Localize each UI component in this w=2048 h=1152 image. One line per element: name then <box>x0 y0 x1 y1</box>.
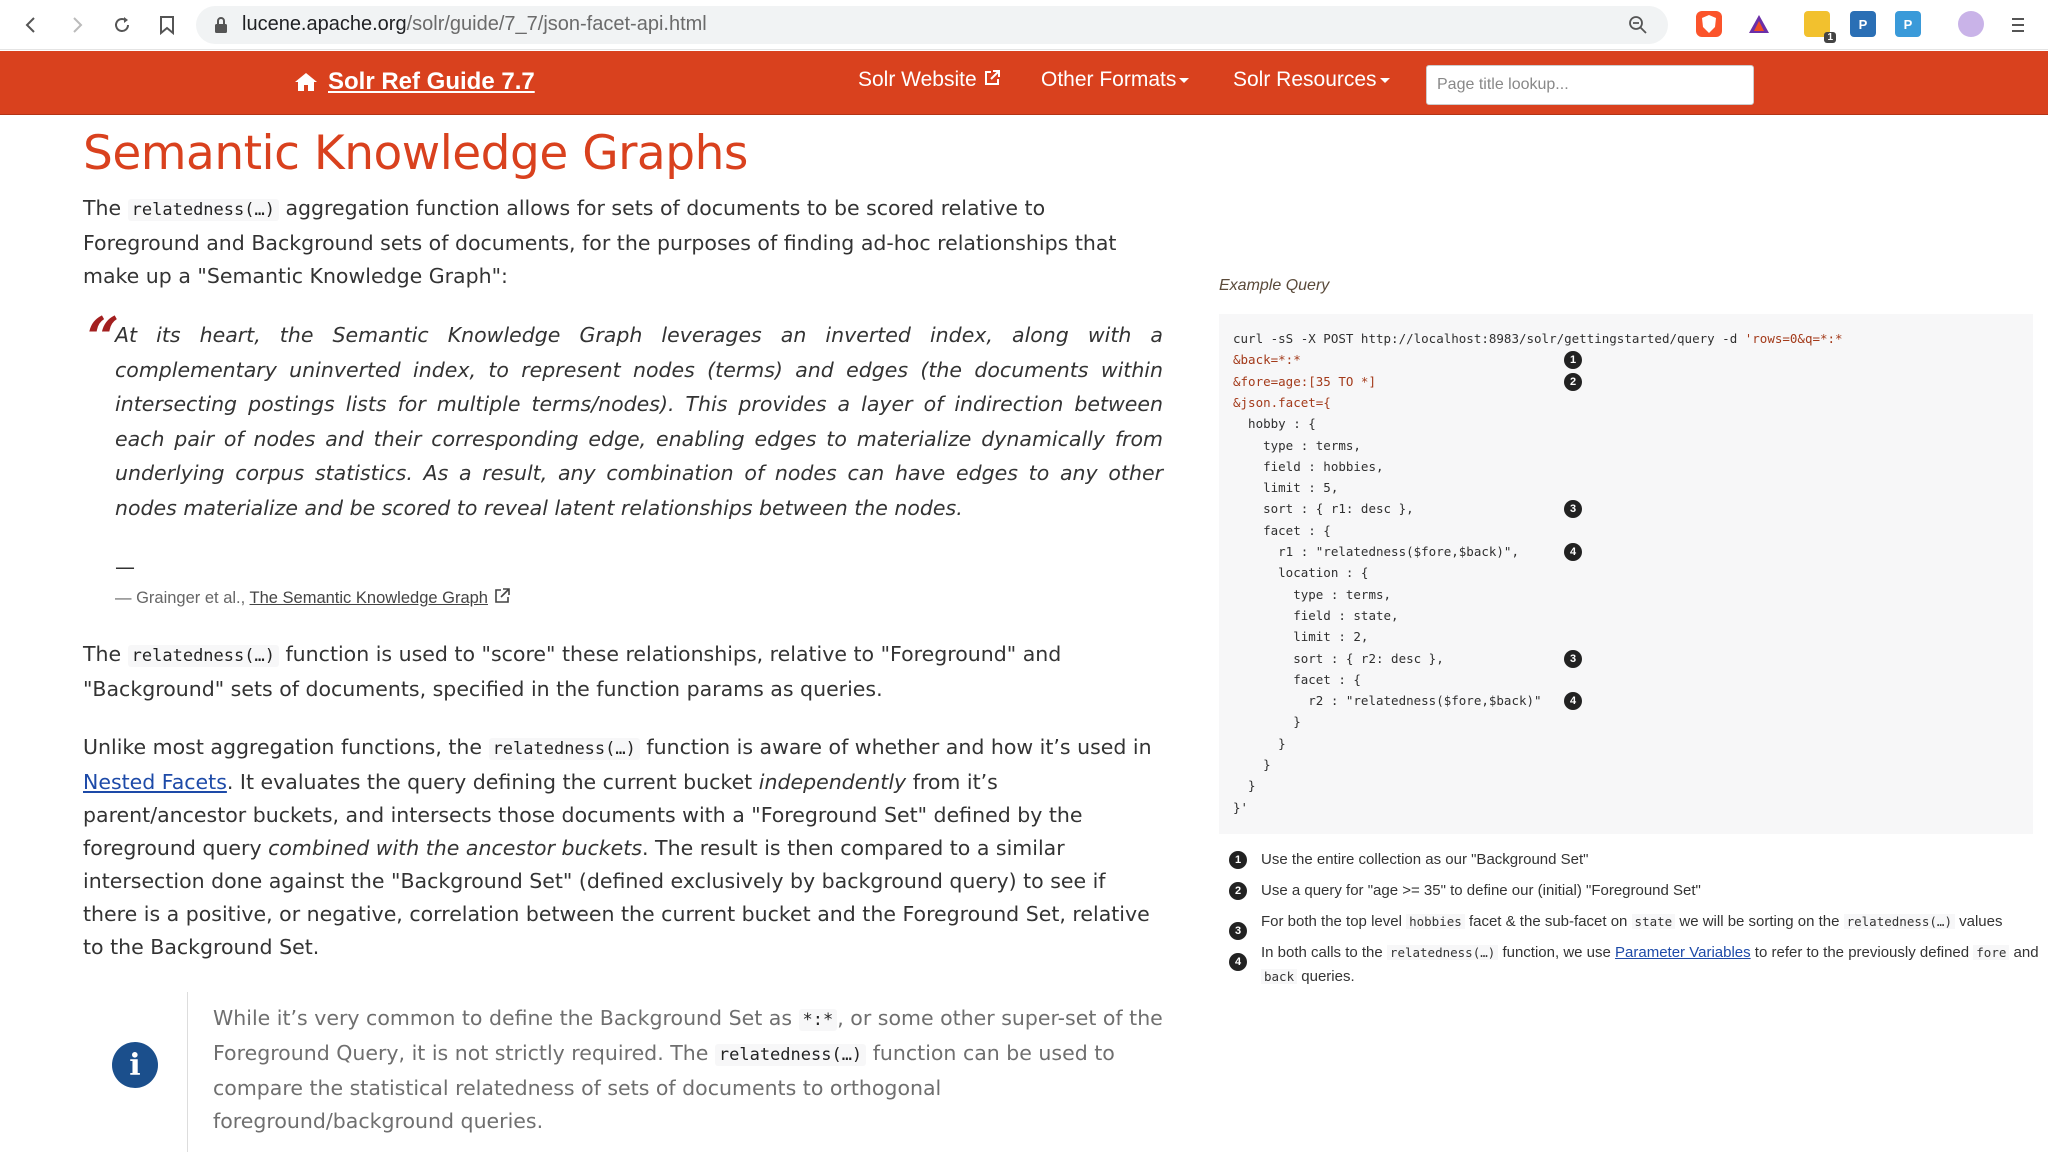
quote-mark-icon: “ <box>87 305 120 371</box>
brave-shield-icon[interactable] <box>1696 11 1722 37</box>
quote-dash: — <box>115 555 135 579</box>
inline-code: state <box>1632 914 1676 929</box>
code-line: type : terms, <box>1233 437 1361 453</box>
callout-item: 3 For both the top level hobbies facet & the sub-facet on state we will be sorting on the relatedness(…) values <box>1229 910 2039 934</box>
code-line: sort : { r1: desc }, <box>1233 501 1414 517</box>
code-line: facet : { <box>1233 522 1331 538</box>
address-bar[interactable] <box>196 6 1668 44</box>
code-line: r2 : "relatedness($fore,$back)" <box>1233 693 1542 709</box>
info-note <box>83 992 1163 1152</box>
inline-code: *:* <box>799 1009 838 1031</box>
nav-solr-resources-label: Solr Resources <box>1233 68 1377 91</box>
back-icon[interactable] <box>16 10 46 40</box>
menu-icon[interactable] <box>2003 10 2033 40</box>
code-line: curl -sS -X POST http://localhost:8983/solr/gettingstarted/query -d 'rows=0&q=*:* <box>1233 331 1843 346</box>
caret-down-icon <box>1179 78 1189 83</box>
code-callout: 4 <box>1564 543 1582 561</box>
inline-code: hobbies <box>1406 914 1465 929</box>
code-line: &fore=age:[35 TO *] <box>1233 373 1376 389</box>
forward-icon[interactable] <box>62 10 92 40</box>
callout-number: 4 <box>1229 953 1247 971</box>
code-line: facet : { <box>1233 671 1361 687</box>
quote-citation: — Grainger et al., The Semantic Knowledge Graph <box>115 587 1163 608</box>
nested-facets-link[interactable]: Nested Facets <box>83 770 227 794</box>
callout-number: 2 <box>1229 882 1247 900</box>
page-title-search-input[interactable] <box>1426 65 1754 105</box>
note-divider <box>187 992 188 1152</box>
nav-solr-resources[interactable] <box>1233 68 1390 92</box>
code-line: &back=*:* <box>1233 352 1301 368</box>
inline-code: fore <box>1973 945 2009 960</box>
extension-badge: 1 <box>1824 32 1836 43</box>
code-callout: 4 <box>1564 692 1582 710</box>
rewards-icon[interactable] <box>1746 11 1772 37</box>
main-content <box>83 116 1163 1152</box>
citation-link[interactable]: The Semantic Knowledge Graph <box>249 589 488 607</box>
blockquote <box>83 305 1163 608</box>
page-title: Semantic Knowledge Graphs <box>83 126 748 181</box>
code-line: } <box>1233 714 1301 730</box>
code-callout: 2 <box>1564 373 1582 391</box>
code-line: r1 : "relatedness($fore,$back)", <box>1233 544 1519 559</box>
code-line: } <box>1233 757 1271 772</box>
code-callout: 3 <box>1564 500 1582 518</box>
inline-code: relatedness(…) <box>128 199 279 221</box>
inline-code: relatedness(…) <box>1844 914 1955 929</box>
code-callout: 1 <box>1564 351 1582 369</box>
code-line: type : terms, <box>1233 586 1392 602</box>
inline-code: back <box>1261 969 1297 984</box>
code-line: } <box>1233 735 1286 751</box>
profile-avatar[interactable] <box>1958 11 1984 37</box>
caret-down-icon <box>1380 78 1390 83</box>
code-line: } <box>1233 778 1256 794</box>
external-link-icon <box>493 587 511 605</box>
bookmark-icon[interactable] <box>152 10 182 40</box>
nav-solr-website[interactable] <box>858 68 1001 92</box>
extension-icon-2[interactable]: P <box>1850 11 1876 37</box>
code-line: sort : { r2: desc }, <box>1233 650 1444 666</box>
code-line: field : hobbies, <box>1233 458 1384 474</box>
browser-toolbar <box>0 0 2048 50</box>
site-navbar <box>0 51 2048 115</box>
intro-paragraph: The relatedness(…) aggregation function allows for sets of documents to be scored relative to Foreground and Background sets of documents, for the purposes of finding ad-hoc relationships that make up a "Semantic Knowledge Graph": <box>83 196 1117 288</box>
note-text: While it’s very common to define the Background Set as *:* , or some other super-set of the Foreground Query, it is not strictly required. The relatedness(…) function can be used to compare the statistical relatedness of sets of documents to orthogonal foreground/background queries. <box>213 1006 1163 1133</box>
zoom-icon[interactable] <box>1628 15 1648 35</box>
brand-label: Solr Ref Guide 7.7 <box>328 68 535 95</box>
code-block <box>1219 314 2033 834</box>
code-callout: 3 <box>1564 650 1582 668</box>
callout-item: 1 Use the entire collection as our "Background Set" <box>1229 848 2039 872</box>
nav-solr-website-label: Solr Website <box>858 68 977 91</box>
brand-link[interactable] <box>294 68 535 96</box>
callout-number: 3 <box>1229 922 1247 940</box>
relatedness-paragraph: The relatedness(…) function is used to "score" these relationships, relative to "Foreground" and "Background" sets of documents, specified in the function params as queries. <box>83 642 1062 701</box>
reload-icon[interactable] <box>107 10 137 40</box>
nav-other-formats-label: Other Formats <box>1041 68 1177 91</box>
url-text: lucene.apache.org/solr/guide/7_7/json-facet-api.html <box>242 13 707 35</box>
code-line: &json.facet={ <box>1233 394 1331 410</box>
nav-other-formats[interactable] <box>1041 68 1189 92</box>
inline-code: relatedness(…) <box>489 738 640 760</box>
code-line: }' <box>1233 799 1249 815</box>
quote-text: At its heart, the Semantic Knowledge Graph leverages an inverted index, along with a complementary uninverted index, to represent nodes (terms) and edges (the documents within intersecting postings lists for multiple terms/nodes). This provides a layer of indirection between each pair of nodes and their corresponding edge, enabling edges to materialize dynamically from underlying corpus statistics. As a result, any combination of nodes can have edges to any other nodes materialize and be scored to reveal latent relationships between the nodes. <box>115 323 1163 520</box>
inline-code: relatedness(…) <box>1387 945 1498 960</box>
callout-item: 2 Use a query for "age >= 35" to define our (initial) "Foreground Set" <box>1229 879 2039 903</box>
code-line: limit : 2, <box>1233 629 1369 645</box>
extension-icon-3[interactable]: P <box>1895 11 1921 37</box>
inline-code: relatedness(…) <box>715 1044 866 1066</box>
code-line: location : { <box>1233 565 1369 581</box>
code-line: hobby : { <box>1233 416 1316 432</box>
code-line: field : state, <box>1233 607 1399 623</box>
parameter-variables-link[interactable]: Parameter Variables <box>1615 944 1751 961</box>
inline-code: relatedness(…) <box>128 645 279 667</box>
callout-list <box>1229 848 2039 996</box>
extension-icon-1[interactable] <box>1804 11 1833 43</box>
external-link-icon <box>983 69 1001 87</box>
example-label: Example Query <box>1219 277 1330 294</box>
info-icon: i <box>112 1042 158 1088</box>
callout-number: 1 <box>1229 851 1247 869</box>
callout-item: 4 In both calls to the relatedness(…) function, we use Parameter Variables to refer to the previously defined fore and back queries. <box>1229 941 2039 989</box>
code-line: limit : 5, <box>1233 480 1339 496</box>
home-icon <box>294 72 318 92</box>
lock-icon <box>214 16 228 34</box>
nested-facets-paragraph: Unlike most aggregation functions, the relatedness(…) function is aware of whether and how it’s used in Nested Facets. It evaluates the query defining the current bucket independently from it’s parent/ancestor buckets, and intersects those documents with a "Foreground Set" defined by the foreground query combined with the ancestor buckets. The result is then compared to a similar intersection done against the "Background Set" (defined exclusively by background query) to see if there is a positive, or negative, correlation between the current bucket and the Foreground Set, relative to the Background Set. <box>83 735 1152 959</box>
